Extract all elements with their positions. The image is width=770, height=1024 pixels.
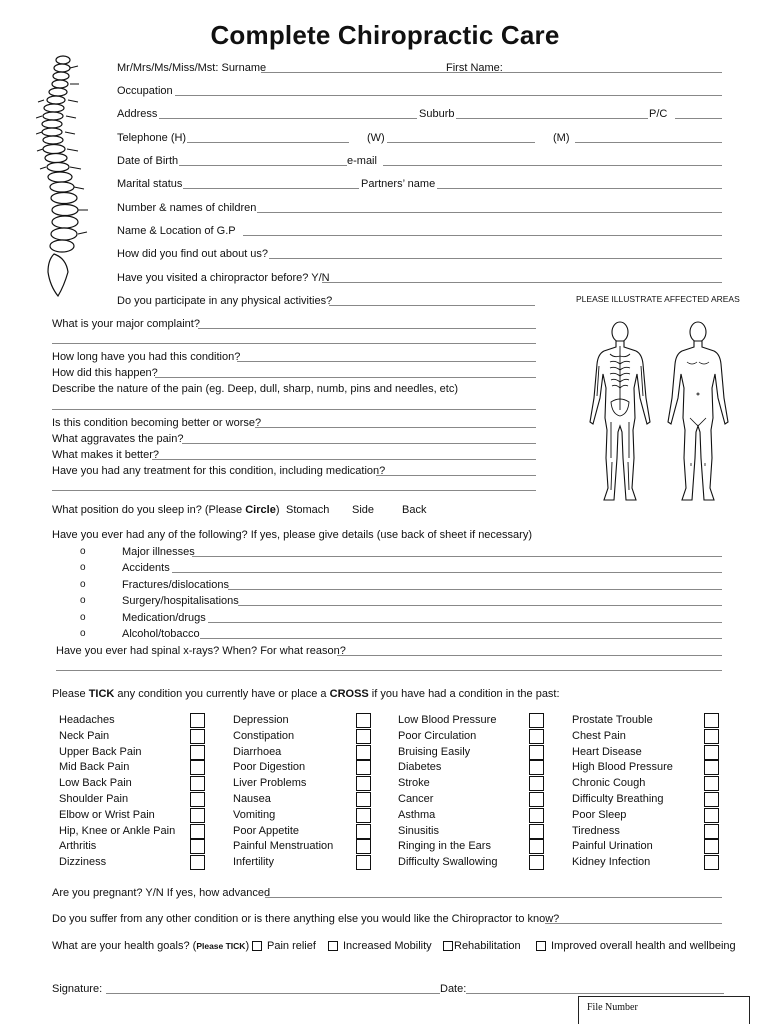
marital-row [117,176,722,192]
condition-checkbox[interactable] [190,713,205,728]
first-name-label: First Name: [446,62,503,74]
bullet-icon: o [80,579,86,590]
condition-checkbox[interactable] [356,713,371,728]
postcode-field[interactable] [675,118,722,119]
condition-label: Shoulder Pain [59,793,129,805]
condition-checkbox[interactable] [190,839,205,854]
condition-label: Asthma [398,808,436,821]
suburb-label: Suburb [419,108,455,120]
visited-chiro-row [117,270,722,286]
goal-mobility-checkbox[interactable] [328,941,338,951]
how-happen-row [52,365,536,381]
file-number-box[interactable] [578,996,750,1024]
condition-label: Prostate Trouble [572,714,653,726]
occupation-row [117,83,722,99]
condition-label: Difficulty Swallowing [398,856,498,869]
condition-checkbox[interactable] [356,745,371,760]
condition-checkbox[interactable] [529,824,544,839]
telephone-mobile-label: (M) [553,132,570,144]
better-worse-label: Is this condition becoming better or worse? [52,417,262,429]
sleep-label-close: ) [275,504,280,516]
condition-label: Chronic Cough [572,777,646,790]
condition-label: Dizziness [59,856,107,869]
major-complaint-label: What is your major complaint? [52,318,200,330]
condition-checkbox[interactable] [190,729,205,744]
condition-checkbox[interactable] [190,745,205,760]
condition-label: Low Back Pain [59,777,132,790]
aggravates-field[interactable] [182,443,536,444]
dob-label: Date of Birth [117,155,179,167]
describe-pain-row [52,381,536,397]
makes-better-field[interactable] [152,459,536,460]
condition-checkbox[interactable] [529,729,544,744]
condition-checkbox[interactable] [529,776,544,791]
telephone-work-field[interactable] [387,142,535,143]
condition-label: Depression [233,714,289,726]
conditions-grid [0,712,770,877]
how-long-field[interactable] [237,361,536,362]
aggravates-row [52,431,536,447]
activities-field[interactable] [329,305,535,306]
condition-label: Poor Digestion [233,761,306,774]
condition-checkbox[interactable] [529,745,544,760]
condition-label: Stroke [398,777,430,790]
condition-checkbox[interactable] [356,776,371,791]
spine-illustration [36,50,96,300]
sleep-label-text: What position do you sleep in? (Please [52,504,246,516]
condition-label: Arthritis [59,840,97,853]
dob-row [117,153,722,169]
condition-label: Diabetes [398,761,442,774]
telephone-home-label: Telephone (H) [117,132,187,144]
major-illnesses-field[interactable] [192,556,722,557]
email-label: e-mail [347,155,377,167]
condition-label: Heart Disease [572,745,642,758]
bullet-icon: o [80,595,86,606]
condition-label: Neck Pain [59,729,110,742]
goal-overall-health-checkbox[interactable] [536,941,546,951]
goal-mobility-label: Increased Mobility [343,940,432,952]
describe-pain-label: Describe the nature of the pain (eg. Deep, dull, sharp, numb, pins and needles, etc) [52,383,459,395]
signature-field[interactable] [106,993,440,994]
xrays-row [56,643,722,659]
goal-rehabilitation-checkbox[interactable] [443,941,453,951]
sleep-option-side[interactable]: Side [352,504,375,516]
condition-checkbox[interactable] [704,808,719,823]
date-field[interactable] [466,993,724,994]
condition-checkbox[interactable] [529,792,544,807]
sleep-row [52,502,472,518]
history-item-label: Fractures/dislocations [122,579,229,591]
accidents-field[interactable] [172,572,722,573]
other-condition-row [52,911,722,927]
conditions-intro [52,686,732,702]
condition-label: Painful Menstruation [233,840,334,853]
address-label: Address [117,108,158,120]
bullet-icon: o [80,628,86,639]
condition-label: Elbow or Wrist Pain [59,808,155,821]
condition-checkbox[interactable] [356,792,371,807]
health-goals-label-close: ) [245,940,250,952]
condition-label: Bruising Easily [398,745,471,758]
condition-checkbox[interactable] [704,745,719,760]
condition-checkbox[interactable] [529,760,544,775]
conditions-intro-tick: TICK [88,688,115,700]
signature-row [52,981,724,997]
condition-checkbox[interactable] [704,729,719,744]
page-title: Complete Chiropractic Care [210,20,560,50]
xrays-field[interactable] [337,655,722,656]
occupation-field[interactable] [175,95,722,96]
better-worse-field[interactable] [255,427,536,428]
telephone-mobile-field[interactable] [575,142,722,143]
how-happen-field[interactable] [155,377,536,378]
partner-label: Partners’ name [361,178,436,190]
how-happen-label: How did this happen? [52,367,158,379]
condition-checkbox[interactable] [704,855,719,870]
condition-label: Hip, Knee or Ankle Pain [59,824,176,837]
condition-checkbox[interactable] [190,824,205,839]
pregnant-row [52,885,722,901]
pregnant-label: Are you pregnant? Y/N If yes, how advanced [52,887,271,899]
postcode-label: P/C [649,108,668,120]
condition-checkbox[interactable] [190,808,205,823]
activities-row [117,293,537,309]
goal-pain-relief-label: Pain relief [267,940,316,952]
how-long-label: How long have you had this condition? [52,351,241,363]
signature-label: Signature: [52,983,103,995]
condition-checkbox[interactable] [529,855,544,870]
marital-label: Marital status [117,178,183,190]
history-item-label: Major illnesses [122,546,195,558]
condition-checkbox[interactable] [704,776,719,791]
first-name-field[interactable] [501,72,722,73]
describe-pain-field[interactable] [52,409,536,410]
condition-label: Difficulty Breathing [572,793,664,805]
sleep-label-emphasis: Circle [245,504,276,516]
partner-field[interactable] [437,188,722,189]
history-item [80,610,722,626]
condition-label: Headaches [59,714,115,726]
conditions-intro-label [52,686,560,702]
sleep-option-stomach[interactable]: Stomach [286,504,330,516]
how-long-row [52,349,536,365]
illustrate-label: PLEASE ILLUSTRATE AFFECTED AREAS [576,294,740,304]
history-intro-label: Have you ever had any of the following? If yes, please give details (use back of sheet if necessary) [52,529,532,541]
condition-label: Tiredness [572,824,620,837]
condition-checkbox[interactable] [356,808,371,823]
condition-label: Diarrhoea [233,745,282,758]
bullet-icon: o [80,546,86,557]
condition-label: Vomiting [233,808,276,821]
email-field[interactable] [383,165,722,166]
children-label: Number & names of children [117,202,257,214]
condition-label: Nausea [233,793,271,805]
condition-checkbox[interactable] [704,760,719,775]
condition-checkbox[interactable] [704,713,719,728]
health-goals-label-text: What are your health goals? ( [52,940,197,952]
major-complaint-field[interactable] [198,328,536,329]
sleep-option-back[interactable]: Back [402,504,427,516]
condition-label: Upper Back Pain [59,745,142,758]
found-us-field[interactable] [269,258,722,259]
condition-checkbox[interactable] [190,776,205,791]
condition-checkbox[interactable] [356,760,371,775]
telephone-home-field[interactable] [187,142,349,143]
bullet-icon: o [80,562,86,573]
gp-row [117,223,722,239]
dob-field[interactable] [179,165,347,166]
health-goals-row [52,938,752,954]
conditions-intro-text-b: any condition you currently have or place a [114,688,330,700]
bullet-icon: o [80,612,86,623]
condition-label: Poor Circulation [398,729,477,742]
surgery-field[interactable] [238,605,722,606]
activities-label: Do you participate in any physical activities? [117,295,333,307]
condition-checkbox[interactable] [190,760,205,775]
alcohol-field[interactable] [200,638,722,639]
treatment-row [52,463,536,479]
makes-better-row [52,447,536,463]
condition-label: Mid Back Pain [59,761,130,774]
history-item-label: Accidents [122,562,170,574]
children-row [117,200,722,216]
gp-label: Name & Location of G.P [117,225,236,237]
found-us-label: How did you find out about us? [117,248,269,260]
goal-rehabilitation-label: Rehabilitation [454,940,521,952]
history-item [80,593,722,609]
body-diagram-front[interactable] [660,318,736,508]
condition-checkbox[interactable] [356,839,371,854]
history-item-label: Surgery/hospitalisations [122,595,239,607]
history-intro [52,527,652,543]
suburb-field[interactable] [456,118,648,119]
condition-label: Kidney Infection [572,856,651,869]
visited-chiro-field[interactable] [322,282,722,283]
condition-label: Ringing in the Ears [398,840,491,853]
found-us-row [117,246,722,262]
visited-chiro-label: Have you visited a chiropractor before? Y/N [117,272,330,284]
history-item [80,560,722,576]
condition-checkbox[interactable] [704,839,719,854]
condition-checkbox[interactable] [529,808,544,823]
fractures-field[interactable] [228,589,722,590]
address-row [117,106,722,122]
telephone-row [117,130,722,146]
conditions-intro-text-a: Please [52,688,89,700]
health-goals-label [52,938,249,954]
condition-checkbox[interactable] [704,824,719,839]
date-label: Date: [440,983,467,995]
condition-label: Poor Appetite [233,824,300,837]
condition-checkbox[interactable] [356,729,371,744]
gp-field[interactable] [243,235,722,236]
condition-label: Infertility [233,856,274,869]
condition-label: Constipation [233,729,295,742]
children-field[interactable] [257,212,722,213]
history-item [80,626,722,642]
history-item-label: Alcohol/tobacco [122,628,200,640]
xrays-line-2[interactable] [56,670,722,671]
major-complaint-row [52,316,536,332]
conditions-intro-cross: CROSS [329,688,369,700]
telephone-work-label: (W) [367,132,385,144]
conditions-intro-text-c: if you have had a condition in the past: [368,688,560,700]
history-item [80,544,722,560]
condition-label: Liver Problems [233,777,307,790]
history-item [80,577,722,593]
condition-checkbox[interactable] [529,713,544,728]
condition-label: Cancer [398,793,434,805]
treatment-field[interactable] [376,475,536,476]
aggravates-label: What aggravates the pain? [52,433,184,445]
other-condition-field[interactable] [545,923,722,924]
condition-checkbox[interactable] [356,824,371,839]
condition-label: Sinusitis [398,824,439,837]
occupation-label: Occupation [117,85,173,97]
history-item-label: Medication/drugs [122,612,206,624]
condition-checkbox[interactable] [190,855,205,870]
makes-better-label: What makes it better? [52,449,159,461]
marital-field[interactable] [183,188,359,189]
sleep-label [52,502,279,518]
treatment-label: Have you had any treatment for this condition, including medication? [52,465,386,477]
xrays-label: Have you ever had spinal x-rays? When? For what reason? [56,645,346,657]
health-goals-tick-note: Please TICK [196,941,246,951]
condition-label: Low Blood Pressure [398,714,497,726]
treatment-line-2[interactable] [52,490,536,491]
pregnant-field[interactable] [265,897,722,898]
better-worse-row [52,415,536,431]
surname-row [117,60,722,76]
condition-label: Poor Sleep [572,808,627,821]
condition-checkbox[interactable] [190,792,205,807]
condition-label: Painful Urination [572,840,653,853]
file-number-label: File Number [587,1002,638,1013]
goal-overall-health-label: Improved overall health and wellbeing [551,940,736,952]
condition-label: Chest Pain [572,729,626,742]
address-field[interactable] [159,118,417,119]
major-complaint-line-2[interactable] [52,343,536,344]
surname-label: Mr/Mrs/Ms/Miss/Mst: Surname [117,62,267,74]
condition-label: High Blood Pressure [572,761,673,774]
condition-checkbox[interactable] [529,839,544,854]
condition-checkbox[interactable] [704,792,719,807]
goal-pain-relief-checkbox[interactable] [252,941,262,951]
other-condition-label: Do you suffer from any other condition or is there anything else you would like the Chiropractor to know? [52,913,560,925]
body-diagram-back[interactable] [580,318,660,508]
medication-field[interactable] [208,622,722,623]
condition-checkbox[interactable] [356,855,371,870]
